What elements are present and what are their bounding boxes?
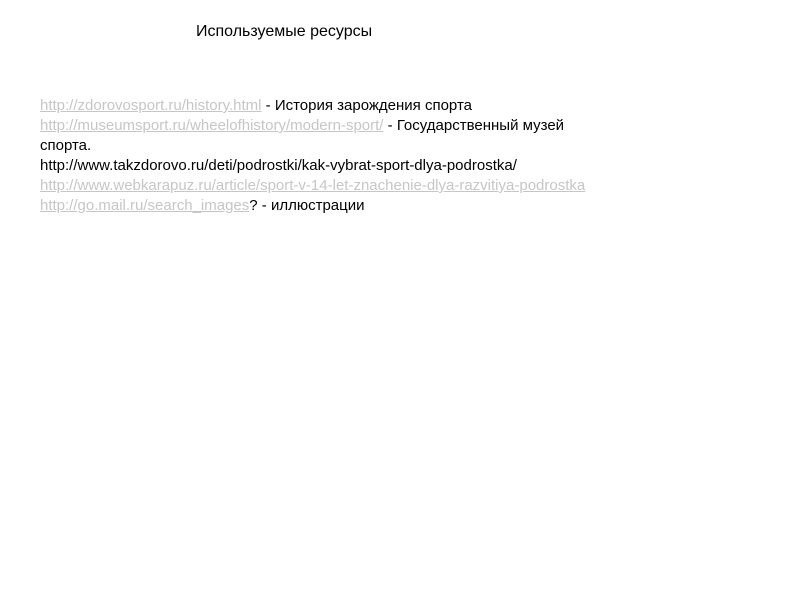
resource-plain-url: http://www.takzdorovo.ru/deti/podrostki/kak-vybrat-sport-dlya-podrostka/ [40, 157, 517, 174]
resource-line [40, 116, 740, 136]
resource-description: - История зарождения спорта [261, 97, 472, 114]
resources-list [40, 96, 740, 216]
resource-link[interactable]: http://museumsport.ru/wheelofhistory/modern-sport/ [40, 117, 384, 134]
slide-title: Используемые ресурсы [196, 23, 373, 40]
resource-line [40, 196, 740, 216]
resource-link[interactable]: http://zdorovosport.ru/history.html [40, 97, 262, 114]
resource-line [40, 176, 740, 196]
resource-link[interactable]: http://go.mail.ru/search_images [40, 197, 250, 214]
resource-description: ? - иллюстрации [249, 197, 365, 214]
resource-continuation: спорта. [40, 137, 92, 154]
resource-description: - Государственный музей [383, 117, 565, 134]
resource-line [40, 96, 740, 116]
resource-link[interactable]: http://www.webkarapuz.ru/article/sport-v-14-let-znachenie-dlya-razvitiya-podrostka [40, 177, 586, 194]
